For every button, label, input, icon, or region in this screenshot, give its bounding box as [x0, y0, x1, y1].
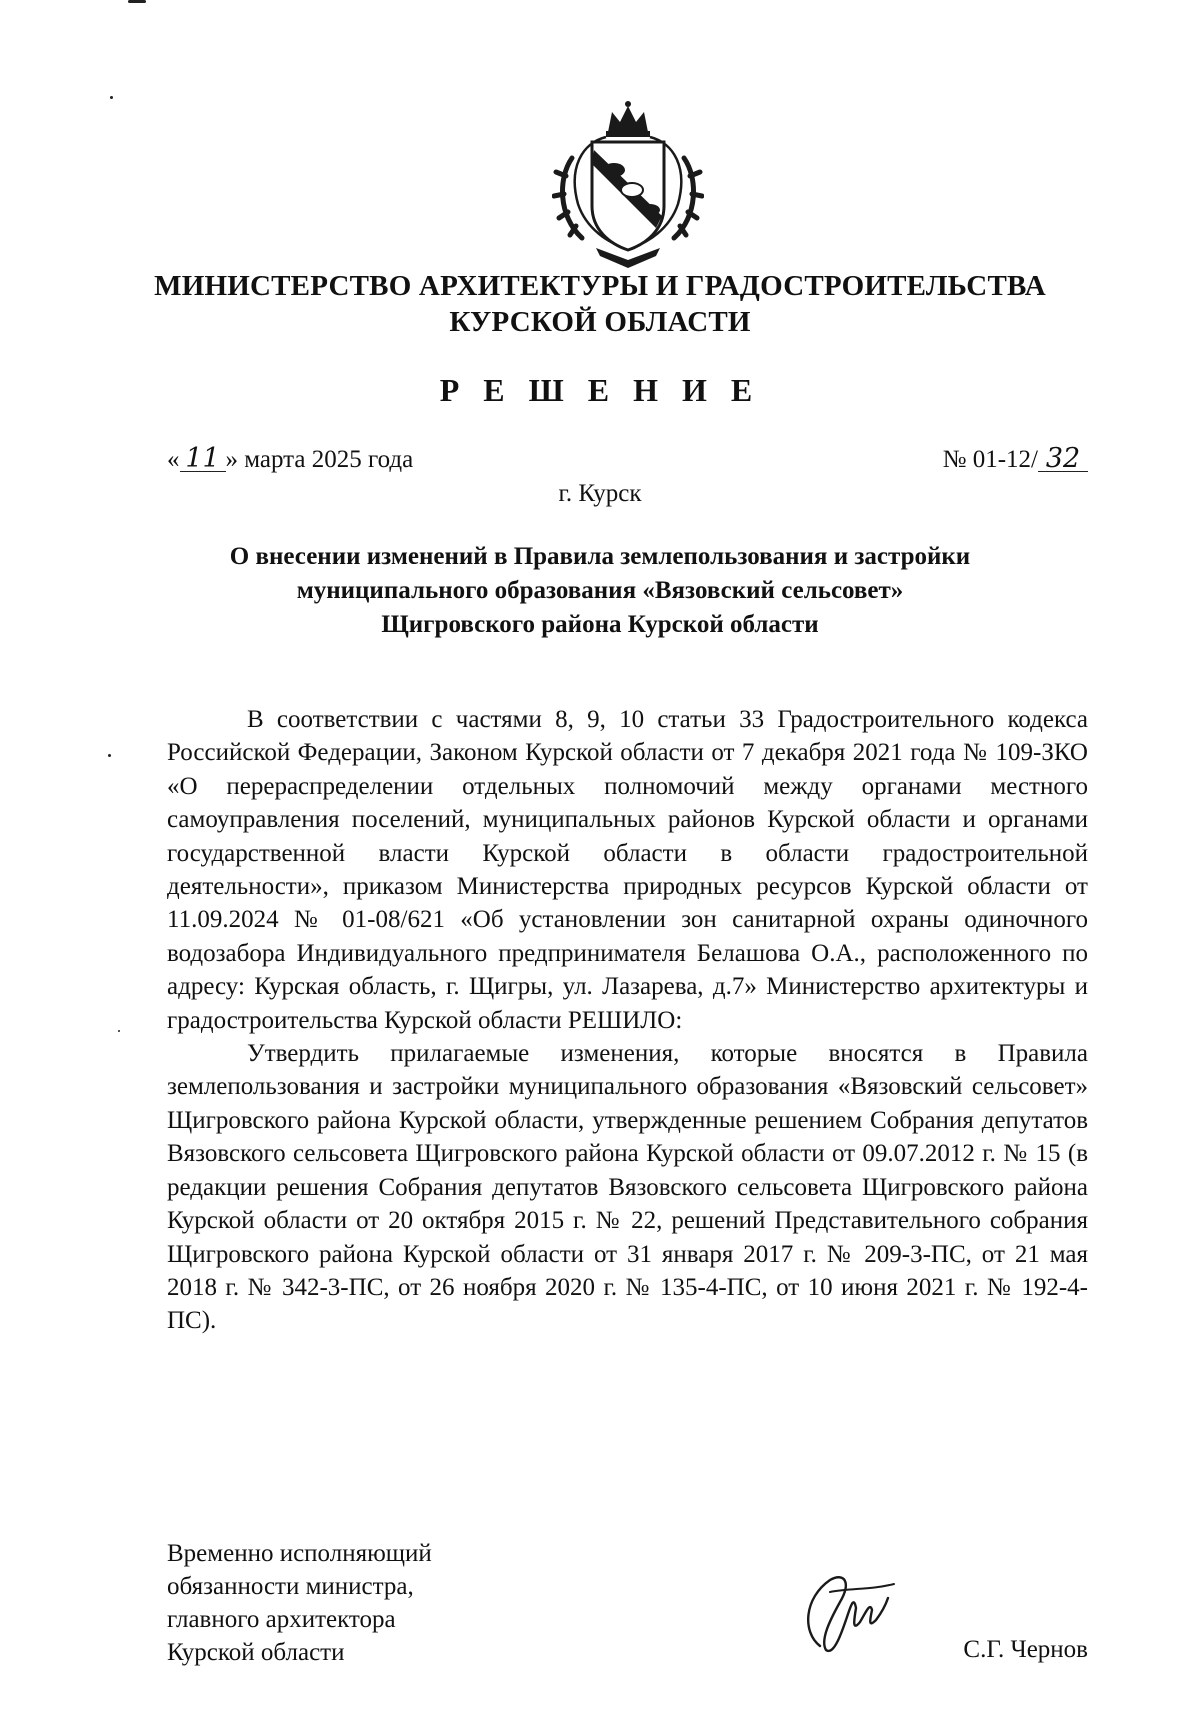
ministry-name-line1: МИНИСТЕРСТВО АРХИТЕКТУРЫ И ГРАДОСТРОИТЕЛЬСТВА — [154, 270, 1046, 302]
position-line2: обязанности министра, — [167, 1573, 414, 1600]
ministry-name — [0, 268, 1200, 340]
body-paragraph-1: В соответствии с частями 8, 9, 10 статьи 33 Градостроительного кодекса Российской Федерации, Законом Курской области от 7 декабря 2021 года № 109-ЗКО «О перераспределении отдельных полномочий между органами местного самоуправления поселений, муниципальных районов Курской области и органами государственной власти Курской области в области градостроительной деятельности», приказом Министерства природных ресурсов Курской области от 11.09.2024 № 01-08/621 «Об установлении зон санитарной охраны одиночного водозабора Индивидуального предпринимателя Белашова О.А., расположенного по адресу: Курская область, г. Щигры, ул. Лазарева, д.7» Министерство архитектуры и градостроительства Курской области РЕШИЛО: — [167, 706, 1088, 1034]
date-day-handwritten: 11 — [180, 447, 226, 472]
scan-speck — [118, 1030, 120, 1032]
subject-line2: муниципального образования «Вязовский сельсовет» — [296, 577, 904, 604]
date-open-quote: « — [167, 446, 180, 473]
scan-speck — [108, 754, 111, 757]
handwritten-signature-icon — [790, 1562, 900, 1658]
body-paragraph-2: Утвердить прилагаемые изменения, которые вносятся в Правила землепользования и застройки муниципального образования «Вязовский сельсовет» Щигровского района Курской области, утвержденные решением Собрания депутатов Вязовского сельсовета Щигровского района Курской области от 09.07.2012 г. № 15 (в редакции решения Собрания депутатов Вязовского сельсовета Щигровского района Курской области от 20 октября 2015 г. № 22, решений Представительного собрания Щигровского района Курской области от 31 января 2017 г. № 209-3-ПС, от 21 мая 2018 г. № 342-3-ПС, от 26 ноября 2020 г. № 135-4-ПС, от 10 июня 2021 г. № 192-4-ПС). — [167, 1040, 1088, 1335]
date-rest: » марта 2025 года — [225, 446, 414, 473]
scan-speck — [128, 0, 146, 3]
position-line3: главного архитектора — [167, 1606, 396, 1633]
subject-line3: Щигровского района Курской области — [381, 611, 819, 638]
signer-position — [167, 1537, 432, 1669]
document-subject — [0, 540, 1200, 642]
ministry-name-line2: КУРСКОЙ ОБЛАСТИ — [449, 306, 751, 338]
document-type-title: Р Е Ш Е Н И Е — [439, 372, 761, 408]
number-suffix-handwritten: 32 — [1038, 447, 1088, 472]
document-city: г. Курск — [558, 480, 642, 507]
signer-name: С.Г. Чернов — [963, 1636, 1088, 1663]
document-number — [942, 443, 1088, 474]
number-prefix: № 01-12/ — [942, 446, 1038, 473]
position-line4: Курской области — [167, 1639, 345, 1666]
position-line1: Временно исполняющий — [167, 1540, 432, 1567]
scan-speck — [110, 96, 113, 99]
subject-line1: О внесении изменений в Правила землепользования и застройки — [229, 543, 971, 570]
document-date — [167, 443, 414, 474]
document-body — [167, 703, 1088, 1338]
coat-of-arms-icon — [552, 98, 704, 270]
